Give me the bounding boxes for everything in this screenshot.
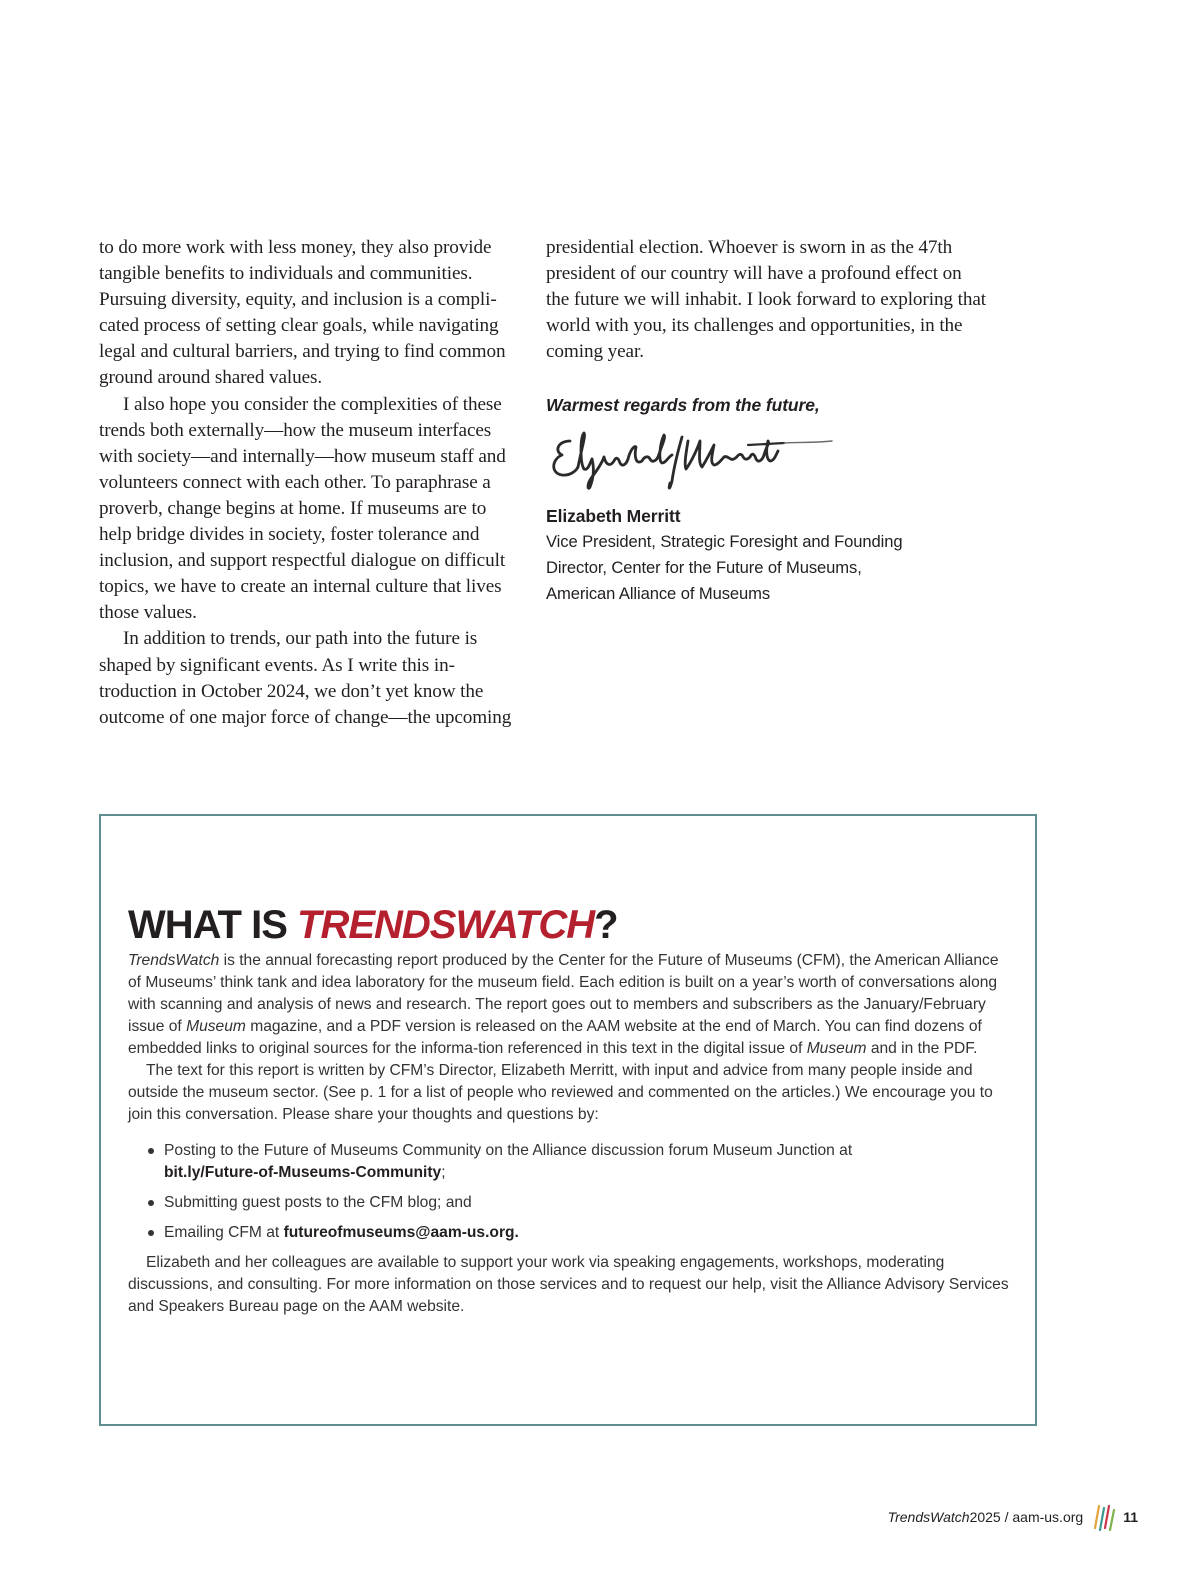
heading-prefix: WHAT IS [128, 903, 298, 947]
intro-text: is the annual forecasting report produced by the Center for the Future of Museums (CFM), the American Alliance of Museums’ think tank and idea laboratory for the museum field. Each edition is built on a year’s worth of conversations along with scanning and analysis of news and research. The report goes out to members and subscribers as the January/February issue of [128, 952, 999, 1035]
publication-name: TrendsWatch [128, 952, 220, 969]
letter-left-column [99, 235, 519, 731]
heading-accent: TRENDSWATCH [297, 903, 595, 947]
signature-image [548, 427, 838, 499]
list-item [148, 1222, 1010, 1244]
heading-suffix: ? [594, 903, 618, 947]
list-item [148, 1192, 1010, 1214]
box-intro-paragraph [128, 950, 1010, 1060]
closing-line: Warmest regards from the future, [546, 395, 820, 416]
list-item-suffix: ; [441, 1164, 446, 1181]
letter-paragraph: In addition to trends, our path into the future is shaped by significant events. As I write this in-troduction in October 2024, we don’t yet know the outcome of one major force of change—the upcoming [99, 628, 512, 728]
list-item-text: Emailing CFM at [164, 1224, 284, 1241]
magazine-name: Museum [806, 1040, 867, 1057]
letter-right-column [546, 235, 986, 607]
signer-title-line: Director, Center for the Future of Museums, [546, 558, 862, 578]
list-item-text: Posting to the Future of Museums Community on the Alliance discussion forum Museum Junction at [164, 1142, 853, 1159]
list-item [148, 1140, 1010, 1184]
list-item-text: Submitting guest posts to the CFM blog; and [164, 1194, 472, 1211]
community-link[interactable]: bit.ly/Future-of-Museums-Community [164, 1164, 442, 1181]
letter-paragraph: I also hope you consider the complexities of these trends both externally—how the museum interfaces with society—and internally—how museum staff and volunteers connect with each other. To paraphrase a proverb, change begins at home. If museums are to help bridge divides in society, foster tolerance and inclusion, and support respectful dialogue on difficult topics, we have to create an internal culture that lives those values. [99, 393, 506, 624]
signer-name: Elizabeth Merritt [546, 506, 681, 527]
box-heading [128, 900, 1010, 950]
intro-text: and in the PDF. [866, 1040, 978, 1057]
email-link[interactable]: futureofmuseums@aam-us.org. [283, 1224, 519, 1241]
letter-paragraph: presidential election. Whoever is sworn in as the 47th president of our country will have a profound effect on the future we will inhabit. I look forward to exploring that world with you, its challenges and opportunities, in the coming year. [546, 237, 986, 363]
box-body [128, 950, 1010, 1318]
box-paragraph: The text for this report is written by CFM’s Director, Elizabeth Merritt, with input and advice from many people inside and outside the museum sector. (See p. 1 for a list of people who reviewed and commented on the articles.) We encourage you to join this conversation. Please share your thoughts and questions by: [128, 1062, 993, 1123]
signer-title [546, 529, 986, 607]
signer-title-line: American Alliance of Museums [546, 584, 771, 604]
footer-publication: TrendsWatch [887, 1509, 970, 1525]
intro-text: magazine, and a PDF version is released on the AAM website at the end of March. You can find dozens of embedded links to original sources for the informa-tion referenced in this text in the digital issue of [128, 1018, 982, 1057]
magazine-name: Museum [186, 1018, 246, 1035]
box-paragraph: Elizabeth and her colleagues are available to support your work via speaking engagements, workshops, moderating discussions, and consulting. For more information on those services and to request our help, visit the Alliance Advisory Services and Speakers Bureau page on the AAM website. [128, 1254, 1009, 1315]
page-number: 11 [1123, 1509, 1138, 1525]
contact-list [128, 1140, 1010, 1244]
signer-title-line: Vice President, Strategic Foresight and Founding [546, 532, 903, 552]
aam-stripes-icon [1091, 1502, 1115, 1532]
letter-paragraph: to do more work with less money, they also provide tangible benefits to individuals and communities. Pursuing diversity, equity, and inclusion is a compli-cated process of setting clear goals, while navigating legal and cultural barriers, and trying to find common ground around shared values. [99, 237, 506, 389]
page-footer [888, 1502, 1138, 1532]
trendswatch-info-box [99, 814, 1037, 1426]
footer-year-site: 2025 / aam-us.org [969, 1509, 1084, 1525]
